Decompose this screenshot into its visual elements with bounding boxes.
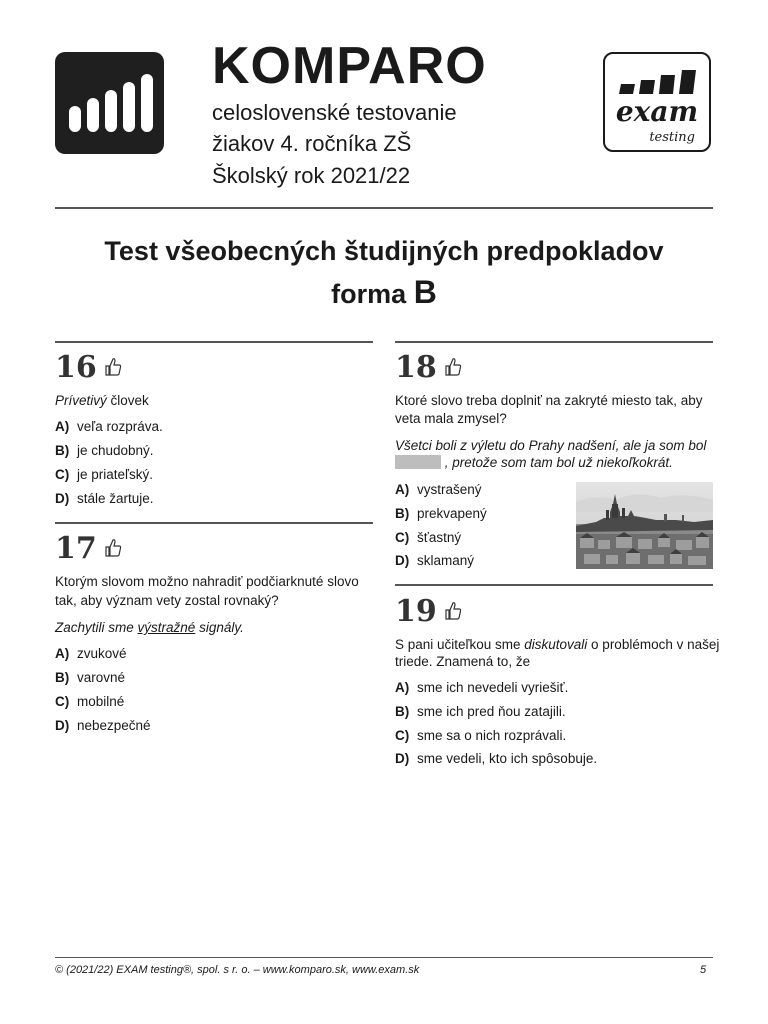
answer-option[interactable]	[395, 553, 474, 568]
question-divider	[395, 584, 713, 586]
answer-text: stále žartuje.	[77, 491, 154, 506]
answer-option[interactable]	[55, 718, 151, 733]
thumbs-up-icon	[104, 357, 122, 377]
logo-bar	[123, 82, 135, 132]
header-subtitle-line3: Školský rok 2021/22	[212, 163, 411, 188]
q17-underlined-word: výstražné	[137, 620, 196, 635]
question-18-sentence-line2	[395, 453, 673, 472]
test-title: Test všeobecných študijných predpokladov	[104, 236, 664, 266]
exam-logo-word: exam	[615, 95, 699, 128]
q16-keyword: Prívetivý	[55, 393, 107, 408]
answer-option[interactable]	[395, 506, 487, 521]
answer-text: nebezpečné	[77, 718, 151, 733]
question-number-17: 17	[55, 531, 97, 566]
answer-text: je chudobný.	[77, 443, 154, 458]
answer-letter: C)	[395, 530, 410, 545]
prague-castle-photo	[576, 482, 713, 569]
header-subtitle-line2: žiakov 4. ročníka ZŠ	[212, 131, 412, 156]
answer-option[interactable]	[395, 680, 568, 695]
footer-copyright: © (2021/22) EXAM testing®, spol. s r. o. – www.komparo.sk, www.exam.sk	[55, 964, 420, 976]
exam-bars-icon	[619, 68, 699, 94]
answer-letter: C)	[55, 467, 70, 482]
answer-option[interactable]	[55, 670, 125, 685]
q18-sentence-after: , pretože som tam bol už niekoľkokrát.	[441, 455, 673, 470]
answer-option[interactable]	[55, 491, 154, 506]
answer-text: vystrašený	[417, 482, 482, 497]
answer-text: je priateľský.	[77, 467, 153, 482]
answer-option[interactable]	[395, 751, 597, 766]
answer-option[interactable]	[55, 694, 124, 709]
answer-option[interactable]	[395, 482, 482, 497]
answer-letter: B)	[55, 443, 70, 458]
answer-letter: C)	[55, 694, 70, 709]
question-16-prompt	[55, 391, 149, 410]
answer-option[interactable]	[55, 419, 163, 434]
form-label: forma	[331, 279, 407, 309]
question-17-sentence	[55, 618, 244, 637]
question-divider	[395, 341, 713, 343]
page-number: 5	[700, 964, 707, 976]
question-18-prompt-line2: veta mala zmysel?	[395, 411, 507, 426]
answer-letter: D)	[55, 491, 70, 506]
q19-prompt-after: o problémoch v našej	[587, 637, 720, 652]
answer-text: sklamaný	[417, 553, 475, 568]
q16-prompt-rest: človek	[106, 393, 149, 408]
exam-testing-logo	[603, 52, 711, 152]
answer-letter: B)	[395, 704, 410, 719]
answer-text: šťastný	[417, 530, 462, 545]
question-18-sentence-line1: Všetci boli z výletu do Prahy nadšení, ale ja som bol	[395, 438, 707, 453]
answer-text: varovné	[77, 670, 126, 685]
header-subtitle-line1: celoslovenské testovanie	[212, 100, 457, 125]
logo-bar	[69, 106, 81, 132]
logo-bar	[105, 90, 117, 132]
answer-option[interactable]	[55, 443, 154, 458]
answer-letter: D)	[55, 718, 70, 733]
brand-title: KOMPARO	[212, 37, 487, 95]
question-divider	[55, 522, 373, 524]
answer-letter: B)	[55, 670, 70, 685]
answer-text: sme ich pred ňou zatajili.	[417, 704, 566, 719]
answer-text: sme ich nevedeli vyriešiť.	[417, 680, 569, 695]
thumbs-up-icon	[444, 601, 462, 621]
question-18-prompt-line1: Ktoré slovo treba doplniť na zakryté miesto tak, aby	[395, 393, 703, 408]
q19-keyword: diskutovali	[524, 637, 588, 652]
answer-option[interactable]	[395, 530, 461, 545]
answer-text: veľa rozpráva.	[77, 419, 163, 434]
question-number-18: 18	[395, 350, 437, 385]
komparo-logo	[55, 52, 164, 154]
form-letter: B	[413, 274, 437, 310]
answer-text: sme sa o nich rozprávali.	[417, 728, 567, 743]
question-17-prompt-line1: Ktorým slovom možno nahradiť podčiarknuté slovo	[55, 574, 359, 589]
footer-divider	[55, 957, 713, 958]
question-number-16: 16	[55, 350, 97, 385]
answer-option[interactable]	[395, 728, 566, 743]
logo-bar	[141, 74, 153, 132]
thumbs-up-icon	[444, 357, 462, 377]
question-divider	[55, 341, 373, 343]
answer-letter: D)	[395, 553, 410, 568]
answer-letter: C)	[395, 728, 410, 743]
answer-option[interactable]	[395, 704, 566, 719]
q17-sentence-after: signály.	[195, 620, 244, 635]
q17-sentence-before: Zachytili sme	[55, 620, 138, 635]
question-17-prompt-line2: tak, aby význam vety zostal rovnaký?	[55, 593, 279, 608]
answer-letter: B)	[395, 506, 410, 521]
answer-text: prekvapený	[417, 506, 487, 521]
answer-option[interactable]	[55, 646, 127, 661]
answer-letter: A)	[55, 646, 70, 661]
answer-text: mobilné	[77, 694, 125, 709]
answer-letter: A)	[55, 419, 70, 434]
header-divider	[55, 207, 713, 209]
q19-prompt-before: S pani učiteľkou sme	[395, 637, 525, 652]
answer-text: sme vedeli, kto ich spôsobuje.	[417, 751, 598, 766]
hidden-word-blank	[395, 455, 441, 469]
answer-text: zvukové	[77, 646, 127, 661]
answer-option[interactable]	[55, 467, 153, 482]
answer-letter: A)	[395, 482, 410, 497]
question-number-19: 19	[395, 594, 437, 629]
exam-logo-sub: testing	[649, 130, 695, 145]
answer-letter: A)	[395, 680, 410, 695]
logo-bar	[87, 98, 99, 132]
test-form	[0, 274, 768, 311]
answer-letter: D)	[395, 751, 410, 766]
thumbs-up-icon	[104, 538, 122, 558]
question-19-prompt-line2: triede. Znamená to, že	[395, 654, 531, 669]
